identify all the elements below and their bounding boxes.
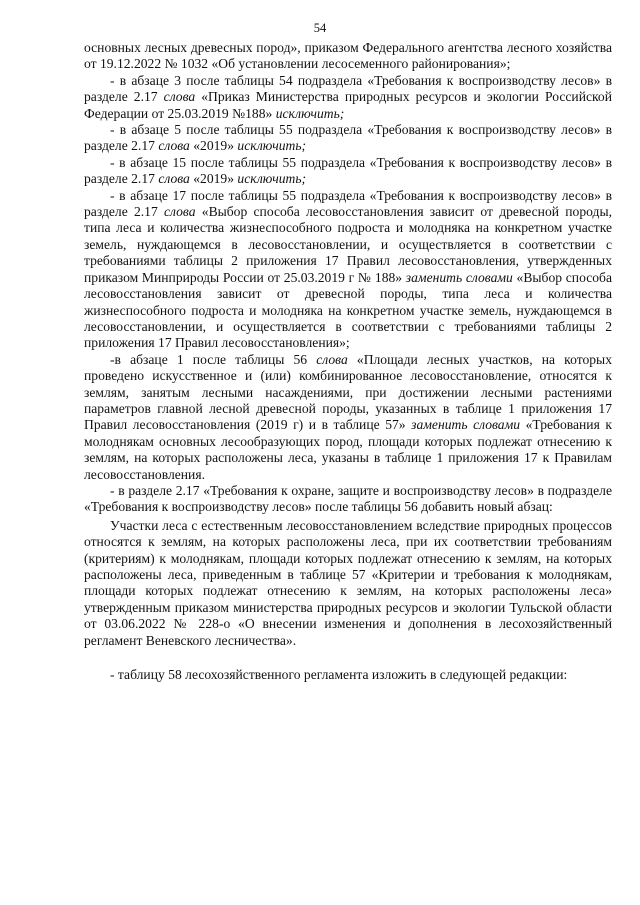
document-body [84,40,612,683]
paragraph-amendment-6: - в разделе 2.17 «Требования к охране, защите и воспроизводству лесов» в подразделе «Требования к воспроизводству лесов» после таблицы 56 добавить новый абзац: [84,482,612,515]
paragraph-amendment-5: -в абзаце 1 после таблицы 56 слова «Площади лесных участков, на которых проведено искусственное и (или) комбинированное лесовосстановление, относятся к землям, занятым лесными насаждениями, при достижении лесными растениями параметров главной лесной древесной породы, указанных в таблице 1 приложения 17 Правил лесовосстановления (2019 г) и в таблице 57» заменить словами «Требования к молоднякам основных лесообразующих пород, площади которых подлежат отнесению к землям, на которых расположены леса, указаны в таблице 1 приложения 17 к Правилам лесовосстановления. [84,351,612,482]
paragraph-amendment-2: - в абзаце 5 после таблицы 55 подраздела «Требования к воспроизводству лесов» в разделе 2.17 слова «2019» исключить; [84,122,612,154]
paragraph-new-abzac: Участки леса с естественным лесовосстановлением вследствие природных процессов относятся к землям, на которых расположены леса, при их соответствии требованиям (критериям) к молоднякам, площади которых подлежат отнесению к землям, на которых расположены леса, приведенным в таблице 57 «Критерии и требования к молоднякам, площади которых подлежат отнесению к землям, на которых расположены леса» утвержденным приказом министерства природных ресурсов и экологии Тульской области от 03.06.2022 № 228-о «О внесении изменения и дополнения в лесохозяйственный регламент Веневского лесничества». [84,517,612,648]
paragraph-table-58: - таблицу 58 лесохозяйственного регламента изложить в следующей редакции: [110,667,568,683]
paragraph-amendment-1: - в абзаце 3 после таблицы 54 подраздела «Требования к воспроизводству лесов» в разделе 2.17 слова «Приказ Министерства природных ресурсов и экологии Российской Федерации от 25.03.2019 №188» исключить; [84,72,612,121]
paragraph-continuation: основных лесных древесных пород», приказом Федерального агентства лесного хозяйства от 19.12.2022 № 1032 «Об установлении лесосеменного районирования»; [84,40,612,72]
paragraph-amendment-4: - в абзаце 17 после таблицы 55 подраздела «Требования к воспроизводству лесов» в разделе 2.17 слова «Выбор способа лесовосстановления зависит от древесной породы, типа леса и количества жизнеспособного подроста и молодняка на конкретном участке земель, нуждающемся в лесовосстановлении, и осуществляется в соответствии с требованиями таблицы 2 приложения 17 Правил лесовосстановления, утвержденных приказом Минприроды России от 25.03.2019 г № 188» заменить словами «Выбор способа лесовосстановления зависит от древесной породы, типа леса и количества жизнеспособного подроста и молодняка на конкретном участке земель, нуждающемся в лесовосстановлении, и осуществляется в соответствии с требованиями таблицы 2 приложения 17 Правил лесовосстановления»; [84,187,612,351]
page-number: 54 [313,21,327,35]
paragraph-amendment-3: - в абзаце 15 после таблицы 55 подраздела «Требования к воспроизводству лесов» в разделе 2.17 слова «2019» исключить; [84,154,612,187]
